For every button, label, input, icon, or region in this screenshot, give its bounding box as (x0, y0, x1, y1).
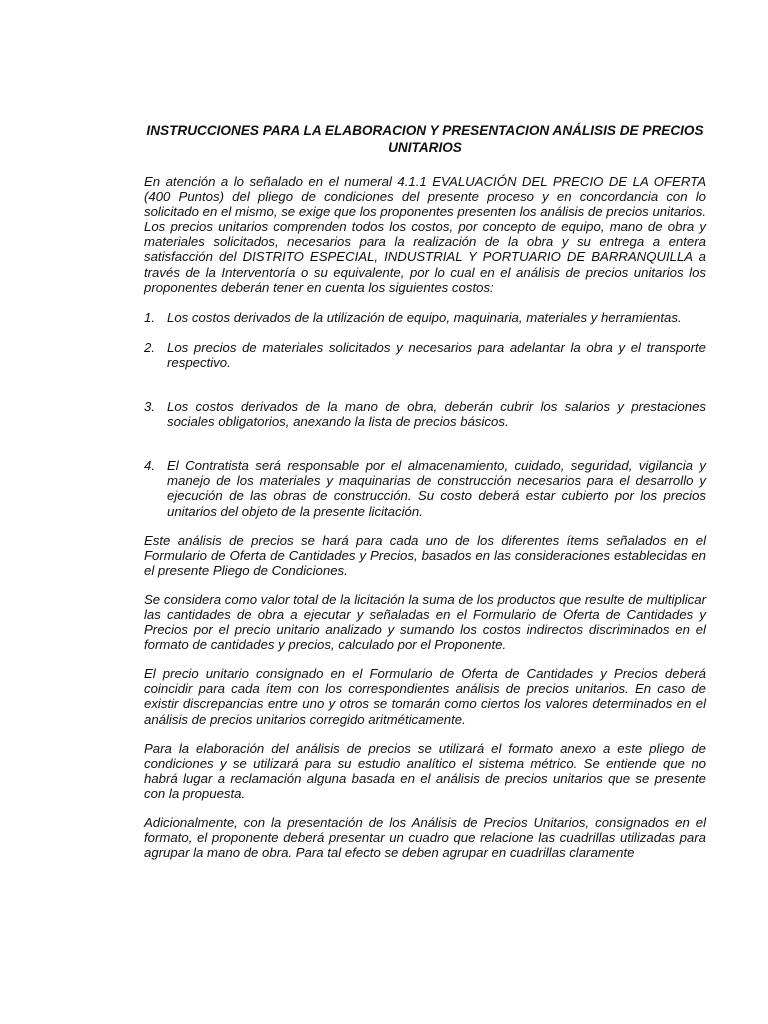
list-item-number: 1. (144, 309, 155, 325)
list-item-text: El Contratista será responsable por el almacenamiento, cuidado, seguridad, vigilancia y manejo de los materiales y maquinarias de construcción necesarios para el desarrollo y ejecución de las obras de construcción. Su costo deberá estar cubierto por los precios unitarios del objeto de la presente licitación. (167, 458, 706, 519)
cost-list (144, 310, 706, 519)
list-item (144, 340, 706, 370)
list-item-text: Los costos derivados de la mano de obra, deberán cubrir los salarios y prestaciones sociales obligatorios, anexando la lista de precios básicos. (167, 399, 706, 430)
list-item (144, 399, 706, 429)
list-item-number: 2. (144, 339, 155, 355)
list-item-number: 3. (144, 399, 155, 415)
document-title: INSTRUCCIONES PARA LA ELABORACION Y PRESENTACION ANÁLISIS DE PRECIOS UNITARIOS (146, 123, 704, 155)
body-paragraph: El precio unitario consignado en el Formulario de Oferta de Cantidades y Precios deberá coincidir para cada ítem con los correspondientes análisis de precios unitarios. En caso de existir discrepancias entre uno y otros se tomarán como ciertos los valores determinados en el análisis de precios unitarios corregido aritméticamente. (144, 666, 706, 727)
document-page (144, 122, 706, 860)
intro-paragraph: En atención a lo señalado en el numeral 4.1.1 EVALUACIÓN DEL PRECIO DE LA OFERTA (400 Puntos) del pliego de condiciones del presente proceso y en concordancia con lo solicitado en el mismo, se exige que los proponentes presenten los análisis de precios unitarios. Los precios unitarios comprenden todos los costos, por concepto de equipo, mano de obra y materiales solicitados, necesarios para la realización de la obra y su entrega a entera satisfacción del DISTRITO ESPECIAL, INDUSTRIAL Y PORTUARIO DE BARRANQUILLA a través de la Interventoría o su equivalente, por lo cual en el análisis de precios unitarios los proponentes deberán tener en cuenta los siguientes costos: (144, 174, 706, 295)
body-paragraph: Se considera como valor total de la licitación la suma de los productos que resulte de multiplicar las cantidades de obra a ejecutar y señaladas en el Formulario de Oferta de Cantidades y Precios por el precio unitario analizado y sumando los costos indirectos discriminados en el formato de cantidades y precios, calculado por el Proponente. (144, 591, 706, 653)
list-item (144, 310, 706, 325)
list-item-text: Los precios de materiales solicitados y necesarios para adelantar la obra y el transporte respectivo. (167, 339, 706, 370)
list-item-number: 4. (144, 458, 155, 474)
list-item-text: Los costos derivados de la utilización de equipo, maquinaria, materiales y herramientas. (167, 309, 682, 325)
list-item (144, 458, 706, 518)
body-paragraph: Este análisis de precios se hará para cada uno de los diferentes ítems señalados en el Formulario de Oferta de Cantidades y Precios, basados en las consideraciones establecidas en el presente Pliego de Condiciones. (144, 532, 706, 578)
body-paragraph: Para la elaboración del análisis de precios se utilizará el formato anexo a este pliego de condiciones y se utilizará para su estudio analítico el sistema métrico. Se entiende que no habrá lugar a reclamación alguna basada en el análisis de precios unitarios que se presente con la propuesta. (144, 740, 706, 801)
body-paragraph: Adicionalmente, con la presentación de los Análisis de Precios Unitarios, consignados en el formato, el proponente deberá presentar un cuadro que relacione las cuadrillas utilizadas para agrupar la mano de obra. Para tal efecto se deben agrupar en cuadrillas claramente (144, 815, 706, 861)
